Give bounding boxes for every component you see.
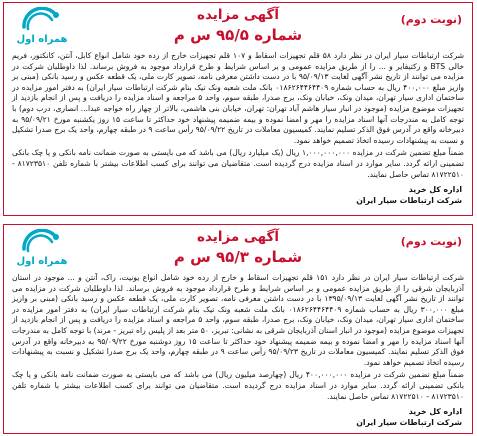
notice-round: (نوبت دوم)	[400, 235, 462, 248]
notice-body	[4, 51, 472, 180]
notice-number: شماره ۹۵/۵ س م	[173, 26, 303, 44]
notice-title: آگهی مزایده	[197, 7, 279, 23]
signature-company: شرکت ارتباطات سیار ایران	[356, 418, 462, 428]
auction-notice-95-5	[3, 2, 473, 216]
logo-text: همراه اول	[16, 34, 68, 45]
notice-header	[4, 3, 472, 51]
notice-signature	[4, 182, 472, 206]
notice-title: آگهی مزایده	[197, 229, 279, 245]
notice-header	[4, 225, 472, 273]
notice-number: شماره ۹۵/۳ س م	[173, 248, 303, 266]
signature-department: اداره کل خرید	[408, 185, 462, 195]
notice-body	[4, 273, 472, 402]
auction-notice-95-3	[3, 224, 473, 434]
notice-paragraph-guarantee: ضمناً مبلغ تضمین شرکت در مزایده ۱,۰۰۰,۰۰۰,۰۰۰ ریال (یک میلیارد ریال) می باشد که می بایستی به صورت ضمانت نامه بانکی و یا چک بانکی تضمینی ارائه گردد. سایر موارد در اسناد مزایده درج گردیده است. متقاضیان می توانند برای کسب اطلاعات بیشتر با شماره تلفن ۸۱۷۲۳۵۱۰ - ۸۱۷۲۲۵۱۰ تماس حاصل نمایند.	[12, 148, 464, 179]
notice-paragraph-main: شرکت ارتباطات سیار ایران در نظر دارد ۱۵۱ قلم تجهیزات اسقاط و خارج از رده خود شامل انواع یونیت، راک، آنتن و ... موجود در استان آذربایجان شرقی را از طریق مزایده عمومی و بر اساس شرایط و طرح قرارداد موجود به فروش برساند. لذا داوطلبان شرکت در مزایده می توانند از تاریخ نشر آگهی لغایت ۱۳۹۵/۰۹/۱۳ با در دست داشتن معرفی نامه، تصویر کارت ملی، یک قطعه عکس و رسید بانکی (مبنی بر واریز مبلغ ۳۰۰,۰۰۰ ریال به حساب شماره ۰۱۸۶۲۶۴۴۶۴۴۰۹ بانک ملت شعبه ونک تیک بنام شرکت ارتباطات سیار ایران) به دفتر امور مزایده در ساختمان اداری سیار تهران، میدان ونک، خیابان ونک، برج صدرا، طبقه سوم، واحد ۵ مراجعه و اسناد مزایده را دریافت و پس از انجام بازدید از تجهیزات موضوع مزایده (موجود در انبار استان آذربایجان شرقی به نشانی: تبریز، ۵۰ متر بعد از پلیس راه تبریز - مرند) با توجه کامل به مندرجات آنها اسناد مزایده را مهر و امضا نموده و بیمه ضمیمه پیشنهاد خود حداکثر تا ساعت ۱۵ روز دوشنبه مورخ ۹۵/۰۹/۲۲ به دبیرخانه واقع در آدرس فوق الذکر تسلیم نمایند. کمیسیون معاملات در تاریخ ۹۵/۰۹/۲۳ رأس ساعت ۹ در طبقه چهارم، واحد یک برج صدرا تشکیل و نسبت به پیشنهادات رسیده اتخاذ تصمیم خواهد نمود.	[12, 273, 465, 367]
mci-logo-icon	[16, 7, 68, 47]
notice-round: (نوبت دوم)	[400, 13, 462, 26]
mci-logo-icon	[16, 229, 68, 269]
logo-text: همراه اول	[16, 256, 68, 267]
signature-department: اداره کل خرید	[408, 407, 462, 417]
notice-paragraph-guarantee: ضمناً مبلغ تضمین شرکت در مزایده ۴۰۰,۰۰۰,۰۰۰ ریال (چهارصد میلیون ریال) می باشد که می بایستی به صورت ضمانت نامه بانکی و یا چک بانکی تضمینی ارائه گردد. سایر موارد در اسناد مزایده درج گردیده است. متقاضیان می توانند برای کسب اطلاعات بیشتر با شماره تلفن ۸۱۷۲۳۵۱۰ - ۸۱۷۲۲۵۱۰ تماس حاصل نمایند.	[12, 370, 464, 401]
notice-signature	[4, 404, 472, 428]
notice-paragraph-main: شرکت ارتباطات سیار ایران در نظر دارد ۵۸ قلم تجهیزات اسقاط و ۱۰۷ قلم تجهیزات خارج از رده خود شامل انواع کابل، آنتن، کانکتور، فریم خالی BTS و رکتیفایر و ... را از طریق مزایده عمومی و بر اساس شرایط و طرح قرارداد موجود به فروش برساند. لذا داوطلبان شرکت در مزایده می توانند از تاریخ نشر آگهی لغایت ۹۵/۰۹/۱۳ با در دست داشتن معرفی نامه، تصویر کارت ملی، یک قطعه عکس و رسید بانکی (مبنی بر واریز مبلغ ۴۰۰,۰۰۰ ریال به حساب شماره ۰۱۸۶۲۶۴۴۶۴۴۰۹ بانک ملت شعبه ونک تیک بنام شرکت ارتباطات سیار ایران) به دفتر امور مزایده در ساختمان اداری سیار تهران، میدان ونک، خیابان ونک، برج صدرا، طبقه سوم، واحد ۵ مراجعه و اسناد مزایده را دریافت و پس از انجام بازدید از تجهیزات موضوع مزایده (موجود در انبار سیار هاشم آباد تهران: تهران، خیابان بنی هاشمی، بالاتر از چهار راه خواجه عبدا... انصاری، درب دوم) با توجه کامل به مندرجات آنها اسناد مزایده را مهر و امضا نموده و بیمه ضمیمه پیشنهاد خود حداکثر تا ساعت ۱۵ روز یکشنبه مورخ ۹۵/۰۹/۲۱ به دبیرخانه واقع در آدرس فوق الذکر تسلیم نمایند. کمیسیون معاملات در تاریخ ۹۵/۰۹/۲۲ رأس ساعت ۹ در طبقه چهارم، واحد یک برج صدرا تشکیل و نسبت به پیشنهادات رسیده اتخاذ تصمیم خواهد نمود.	[12, 51, 465, 145]
signature-company: شرکت ارتباطات سیار ایران	[356, 196, 462, 206]
